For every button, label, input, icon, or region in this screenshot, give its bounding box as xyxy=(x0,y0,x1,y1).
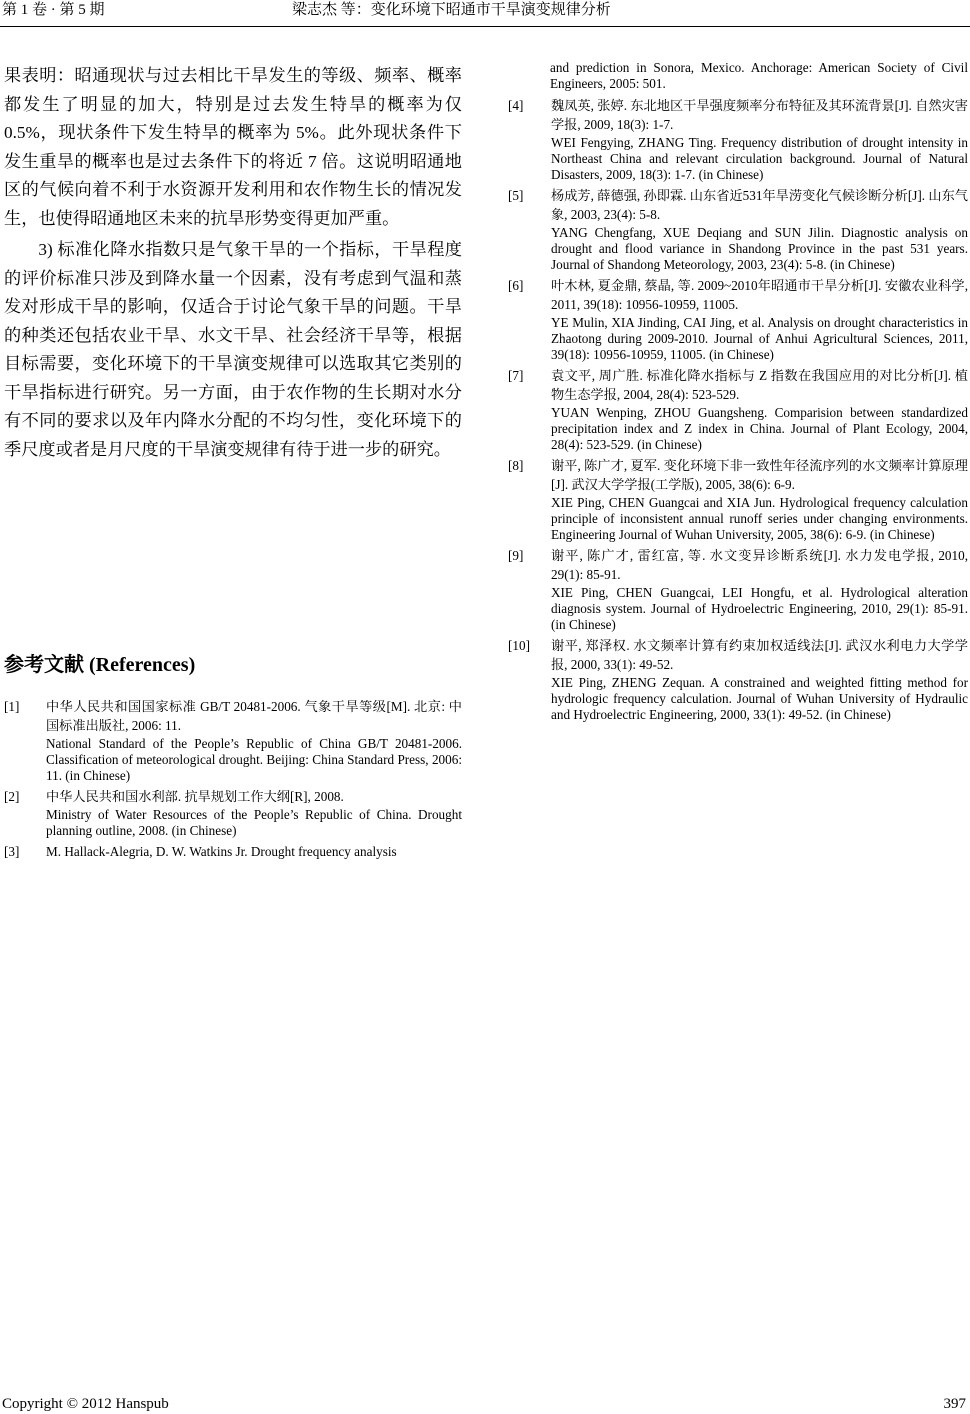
references-heading: 参考文献 (References) xyxy=(4,654,196,676)
reference-item xyxy=(508,276,968,363)
body-paragraph-1: 果表明：昭通现状与过去相比干旱发生的等级、频率、概率都发生了明显的加大，特别是过去发生特旱的概率为仅 0.5%，现状条件下发生特旱的概率为 5%。此外现状条件下发生重旱的概率也是过去条件下的将近 7 倍。这说明昭通地区的气候向着不利于水资源开发利用和农作物生长的情况发生，也使得昭通地区未来的抗旱形势变得更加严重。 xyxy=(4,66,462,228)
reference-english: YANG Chengfang, XUE Deqiang and SUN Jilin. Diagnostic analysis on drought and flood variance in Shandong Province in the past 531 years. Journal of Shandong Meteorology, 2003, 23(4): 5-8. (in Chinese) xyxy=(551,225,968,272)
running-header xyxy=(0,0,970,26)
reference-list-right xyxy=(508,60,968,726)
reference-item xyxy=(508,636,968,723)
reference-english: YUAN Wenping, ZHOU Guangsheng. Comparision between standardized precipitation index and Z index in China. Journal of Plant Ecology, 2004, 28(4): 523-529. (in Chinese) xyxy=(551,405,968,452)
reference-item xyxy=(4,842,462,861)
reference-chinese: 魏凤英, 张婷. 东北地区干旱强度频率分布特征及其环流背景[J]. 自然灾害学报, 2009, 18(3): 1-7. xyxy=(551,98,968,132)
reference-text: M. Hallack-Alegria, D. W. Watkins Jr. Drought frequency analysis xyxy=(46,844,397,859)
reference-item xyxy=(508,546,968,633)
reference-3-continuation: and prediction in Sonora, Mexico. Anchorage: American Society of Civil Engineers, 2005: 501. xyxy=(550,60,968,91)
reference-chinese: 谢平, 陈广才, 雷红富, 等. 水文变异诊断系统[J]. 水力发电学报, 2010, 29(1): 85-91. xyxy=(551,548,968,582)
reference-english: XIE Ping, CHEN Guangcai and XIA Jun. Hydrological frequency calculation principle of inconsistent annual runoff series under changing environments. Engineering Journal of Wuhan University, 2005, 38(6): 6-9. (in Chinese) xyxy=(551,495,968,542)
reference-chinese: 谢平, 郑泽权. 水文频率计算有约束加权适线法[J]. 武汉水利电力大学学报, 2000, 33(1): 49-52. xyxy=(551,638,968,672)
left-column-body xyxy=(4,62,462,464)
reference-number: [1] xyxy=(4,699,20,714)
reference-english: YE Mulin, XIA Jinding, CAI Jing, et al. Analysis on drought characteristics in Zhaotong during 2009-2010. Journal of Anhui Agricultural Sciences, 2011, 39(18): 10956-10959, 11005. (in Chinese) xyxy=(551,315,968,362)
reference-item xyxy=(4,697,462,784)
reference-item xyxy=(508,366,968,453)
reference-number: [9] xyxy=(508,548,524,563)
reference-english: WEI Fengying, ZHANG Ting. Frequency distribution of drought intensity in Northeast China and relevant circulation background. Journal of Natural Disasters, 2009, 18(3): 1-7. (in Chinese) xyxy=(551,135,968,182)
reference-chinese: 中华人民共和国国家标准 GB/T 20481-2006. 气象干旱等级[M]. 北京: 中国标准出版社, 2006: 11. xyxy=(46,699,462,733)
page-number: 397 xyxy=(943,1396,966,1412)
reference-item xyxy=(4,787,462,839)
reference-number: [4] xyxy=(508,98,524,113)
reference-number: [3] xyxy=(4,844,20,859)
reference-english: XIE Ping, ZHENG Zequan. A constrained and weighted fitting method for hydrologic frequency calculation. Journal of Wuhan University of Hydraulic and Hydroelectric Engineering, 2000, 33(1): 49-52. (in Chinese) xyxy=(551,675,968,722)
header-rule xyxy=(0,26,970,27)
reference-chinese: 谢平, 陈广才, 夏军. 变化环境下非一致性年径流序列的水文频率计算原理[J]. 武汉大学学报(工学版), 2005, 38(6): 6-9. xyxy=(551,458,968,492)
page-footer xyxy=(2,1395,966,1413)
reference-number: [7] xyxy=(508,368,524,383)
reference-number: [6] xyxy=(508,278,524,293)
reference-item xyxy=(508,96,968,183)
reference-chinese: 袁文平, 周广胜. 标准化降水指标与 Z 指数在我国应用的对比分析[J]. 植物生态学报, 2004, 28(4): 523-529. xyxy=(551,368,968,402)
reference-chinese: 叶木林, 夏金鼎, 蔡晶, 等. 2009~2010年昭通市干旱分析[J]. 安徽农业科学, 2011, 39(18): 10956-10959, 11005. xyxy=(551,278,968,312)
reference-item xyxy=(508,186,968,273)
article-running-title: 梁志杰 等：变化环境下昭通市干旱演变规律分析 xyxy=(292,2,611,18)
reference-english: Ministry of Water Resources of the People’s Republic of China. Drought planning outline, 2008. (in Chinese) xyxy=(46,807,462,838)
journal-volume-issue: 第 1 卷 · 第 5 期 xyxy=(2,2,105,18)
reference-number: [8] xyxy=(508,458,524,473)
reference-number: [10] xyxy=(508,638,530,653)
reference-item xyxy=(508,456,968,543)
reference-chinese: 杨成芳, 薛德强, 孙即霖. 山东省近531年旱涝变化气候诊断分析[J]. 山东气象, 2003, 23(4): 5-8. xyxy=(551,188,968,222)
body-paragraph-2: 3) 标准化降水指数只是气象干旱的一个指标，干旱程度的评价标准只涉及到降水量一个因素，没有考虑到气温和蒸发对形成干旱的影响，仅适合于讨论气象干旱的问题。干旱的种类还包括农业干旱、水文干旱、社会经济干旱等，根据目标需要，变化环境下的干旱演变规律可以选取其它类别的干旱指标进行研究。另一方面，由于农作物的生长期对水分有不同的要求以及年内降水分配的不均匀性，变化环境下的季尺度或者是月尺度的干旱演变规律有待于进一步的研究。 xyxy=(4,240,462,459)
reference-chinese: 中华人民共和国水利部. 抗旱规划工作大纲[R], 2008. xyxy=(46,789,344,804)
reference-english: XIE Ping, CHEN Guangcai, LEI Hongfu, et al. Hydrological alteration diagnosis system. Journal of Hydroelectric Engineering, 2010, 29(1): 85-91. (in Chinese) xyxy=(551,585,968,632)
reference-number: [5] xyxy=(508,188,524,203)
reference-english: National Standard of the People’s Republic of China GB/T 20481-2006. Classification of meteorological drought. Beijing: China Standard Press, 2006: 11. (in Chinese) xyxy=(46,736,462,783)
copyright-notice: Copyright © 2012 Hanspub xyxy=(2,1396,169,1412)
reference-number: [2] xyxy=(4,789,20,804)
reference-list-left xyxy=(4,697,462,864)
